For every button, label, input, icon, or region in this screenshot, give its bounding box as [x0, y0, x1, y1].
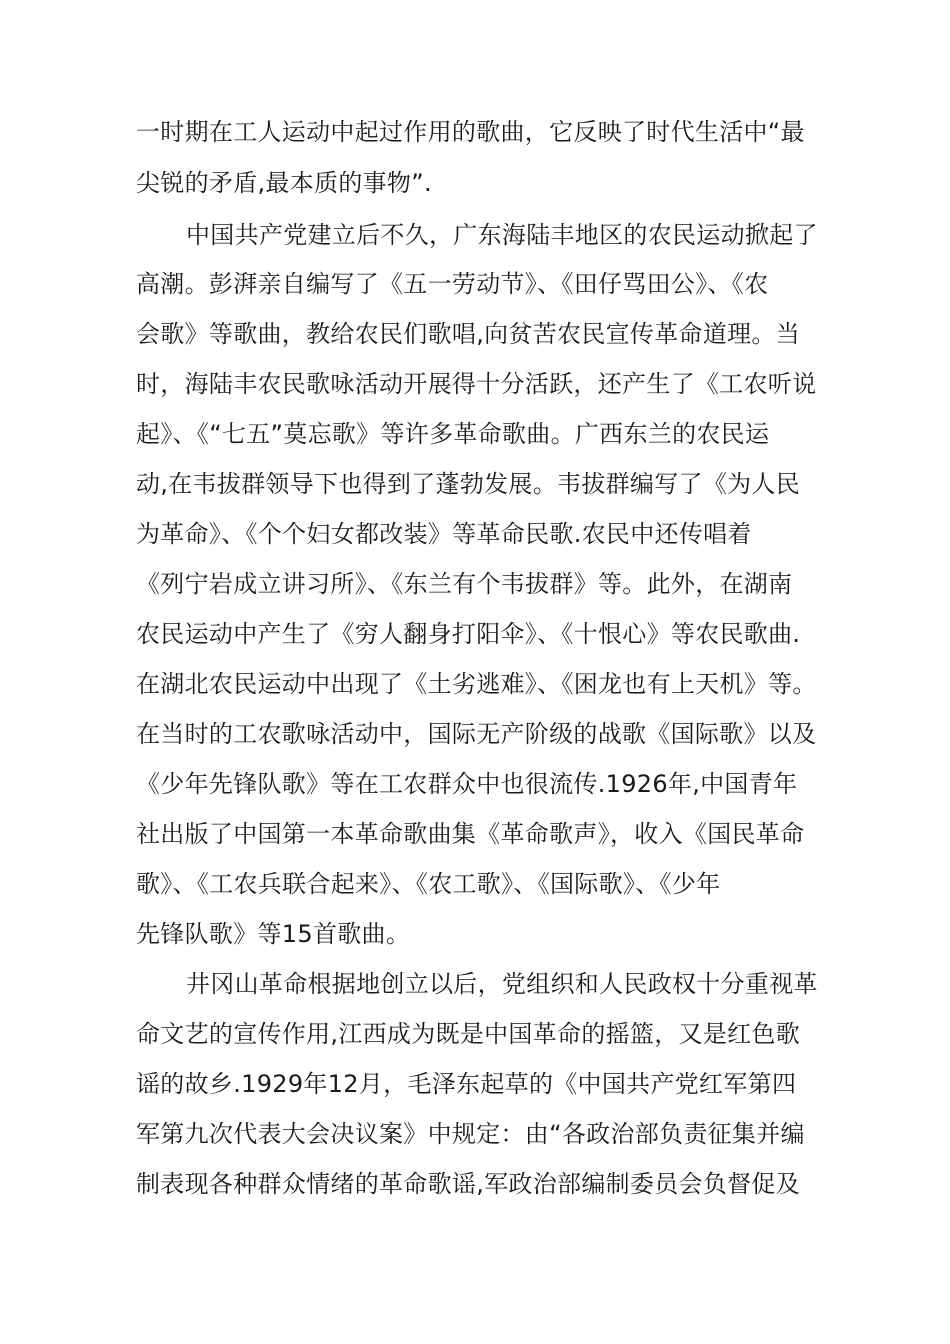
- text-line: 动,在韦拔群领导下也得到了蓬勃发展。韦拔群编写了《为人民: [136, 470, 801, 498]
- text-line: 尖锐的矛盾,最本质的事物”.: [136, 169, 432, 197]
- paragraph-first-line: 中国共产党建立后不久，广东海陆丰地区的农民运动掀起了: [186, 221, 818, 249]
- text-line: 一时期在工人运动中起过作用的歌曲，它反映了时代生活中“最: [136, 118, 805, 146]
- text-line: 在当时的工农歌咏活动中，国际无产阶级的战歌《国际歌》以及: [136, 720, 817, 748]
- text-line: 起》、《“七五”莫忘歌》等许多革命歌曲。广西东兰的农民运: [136, 420, 770, 448]
- text-line: 会歌》等歌曲，教给农民们歌唱,向贫苦农民宣传革命道理。当: [136, 320, 801, 348]
- text-line: 先锋队歌》等15首歌曲。: [136, 920, 411, 948]
- text-line: 农民运动中产生了《穷人翻身打阳伞》、《十恨心》等农民歌曲.: [136, 620, 801, 648]
- text-line: 时，海陆丰农民歌咏活动开展得十分活跃，还产生了《工农听说: [136, 370, 817, 398]
- text-line: 《列宁岩成立讲习所》、《东兰有个韦拔群》等。此外，在湖南: [136, 570, 793, 598]
- text-line: 为革命》、《个个妇女都改装》等革命民歌.农民中还传唱着: [136, 520, 752, 548]
- text-line: 社出版了中国第一本革命歌曲集《革命歌声》，收入《国民革命: [136, 820, 805, 848]
- text-line: 军第九次代表大会决议案》中规定：由“各政治部负责征集并编: [136, 1120, 805, 1148]
- text-line: 命文艺的宣传作用,江西成为既是中国革命的摇篮，又是红色歌: [136, 1020, 801, 1048]
- text-line: 制表现各种群众情绪的革命歌谣,军政治部编制委员会负督促及: [136, 1170, 801, 1198]
- text-line: 《少年先锋队歌》等在工农群众中也很流传.1926年,中国青年: [136, 770, 798, 798]
- text-line: 高潮。彭湃亲自编写了《五一劳动节》、《田仔骂田公》、《农: [136, 270, 769, 298]
- paragraph-first-line: 井冈山革命根据地创立以后，党组织和人民政权十分重视革: [186, 970, 818, 998]
- text-line: 谣的故乡.1929年12月，毛泽东起草的《中国共产党红军第四: [136, 1070, 797, 1098]
- text-line: 歌》、《工农兵联合起来》、《农工歌》、《国际歌》、《少年: [136, 870, 721, 898]
- text-line: 在湖北农民运动中出现了《土劣逃难》、《困龙也有上天机》等。: [136, 670, 817, 698]
